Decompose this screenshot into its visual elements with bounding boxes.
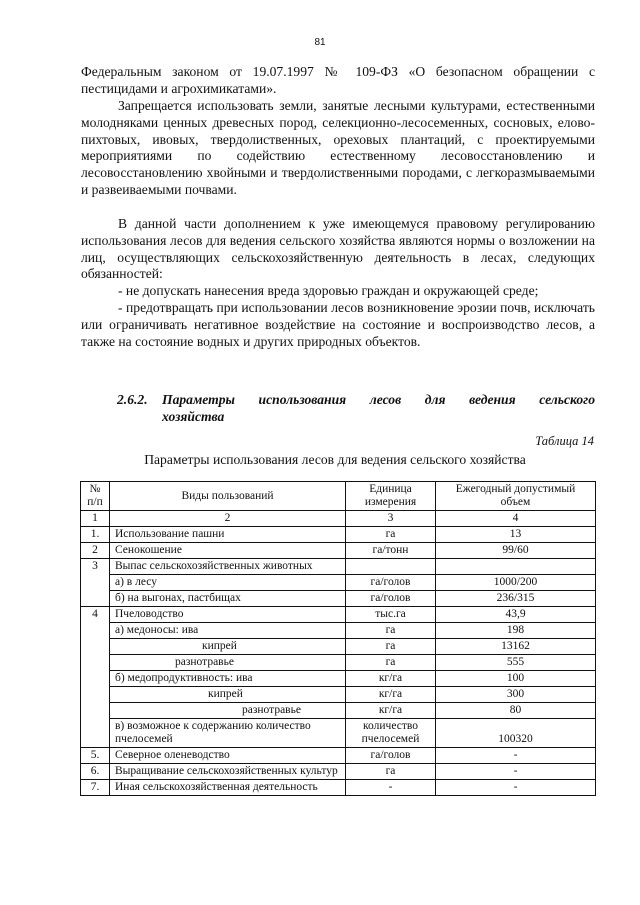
paragraph-obligations-intro: В данной части дополнением к уже имеющемуся правовому регулированию использования лесов для ведения сельского хозяйства являются нормы о возложении на лиц, осуществляющих сельскохозяйственную деятельность в лесах, следующих обязанностей: [81,216,595,282]
unit: кг/га [346,687,436,703]
row-number: 2 [81,543,110,559]
row-number [81,591,110,607]
unit [346,559,436,575]
paragraph-law-reference: Федеральным законом от 19.07.1997 № 109-ФЗ «О безопасном обращении с пестицидами и агрохимикатами». [81,64,595,96]
usage-type: б) на выгонах, пастбищах [110,591,346,607]
column-number: 4 [436,511,596,527]
header-annual-volume: Ежегодный допустимый объем [436,482,596,511]
usage-type: Иная сельскохозяйственная деятельность [110,780,346,796]
annual-volume: - [436,764,596,780]
annual-volume: 1000/200 [436,575,596,591]
usage-type: Пчеловодство [110,607,346,623]
unit: га [346,527,436,543]
table-row [81,780,596,796]
row-number [81,623,110,639]
unit: тыс.га [346,607,436,623]
table-caption: Таблица 14 [535,434,594,448]
row-number [81,687,110,703]
usage-type: кипрей [110,687,346,703]
row-number [81,671,110,687]
annual-volume: 555 [436,655,596,671]
table-row [81,527,596,543]
header-number: № п/п [81,482,110,511]
list-item-obligation-2: - предотвращать при использовании лесов возникновение эрозии почв, исключать или ограничивать негативное воздействие на состояние и воспроизводство лесов, а также на состояние водных и других природных объектов. [81,300,595,349]
row-number [81,703,110,719]
annual-volume: 198 [436,623,596,639]
usage-type: в) возможное к содержанию количество пчелосемей [110,719,346,748]
annual-volume: 80 [436,703,596,719]
annual-volume: 43,9 [436,607,596,623]
usage-type: Сенокошение [110,543,346,559]
table-row [81,559,596,575]
forest-use-parameters-table [80,481,596,796]
unit: га [346,764,436,780]
unit: количество пчелосемей [346,719,436,748]
annual-volume: 300 [436,687,596,703]
paragraph-prohibition: Запрещается использовать земли, занятые лесными культурами, естественными молодняками ценных древесных пород, селекционно-лесосеменных, сосновых, елово-пихтовых, ивовых, твердолиственных, ореховых плантаций, с проектируемыми мероприятиями по содействию естественному лесовосстановлению и лесовосстановлению хвойными и твердолиственными породами, с легкоразмываемыми и развеиваемыми почвами. [81,98,595,197]
table-row [81,575,596,591]
table-row [81,687,596,703]
usage-type: б) медопродуктивность: ива [110,671,346,687]
annual-volume: 99/60 [436,543,596,559]
row-number [81,719,110,748]
unit: га/голов [346,591,436,607]
unit: га/голов [346,748,436,764]
row-number [81,639,110,655]
section-title-line-2: хозяйства [162,408,225,424]
table-column-number-row [81,511,596,527]
table-row [81,623,596,639]
usage-type: Северное оленеводство [110,748,346,764]
annual-volume: 100 [436,671,596,687]
table-row [81,607,596,623]
usage-type: разнотравье [110,703,346,719]
unit: га/тонн [346,543,436,559]
usage-type: а) медоносы: ива [110,623,346,639]
table-row [81,639,596,655]
table-row [81,543,596,559]
unit: га [346,655,436,671]
unit: - [346,780,436,796]
table-row [81,655,596,671]
row-number [81,655,110,671]
annual-volume: 236/315 [436,591,596,607]
column-number: 1 [81,511,110,527]
column-number: 2 [110,511,346,527]
page-number: 81 [314,37,326,48]
table-row [81,671,596,687]
unit: кг/га [346,703,436,719]
table-row [81,591,596,607]
annual-volume [436,559,596,575]
row-number: 7. [81,780,110,796]
unit: га/голов [346,575,436,591]
usage-type: а) в лесу [110,575,346,591]
section-title-line-1: Параметры использования лесов для ведения сельского [162,392,595,407]
row-number: 3 [81,559,110,575]
annual-volume: 13162 [436,639,596,655]
table-title: Параметры использования лесов для ведения сельского хозяйства [144,452,526,467]
unit: га [346,639,436,655]
header-unit: Единица измерения [346,482,436,511]
annual-volume: - [436,780,596,796]
annual-volume: - [436,748,596,764]
table-row [81,764,596,780]
header-usage-type: Виды пользований [110,482,346,511]
annual-volume: 100320 [436,719,596,748]
table-row [81,719,596,748]
usage-type: Выпас сельскохозяйственных животных [110,559,346,575]
usage-type: Использование пашни [110,527,346,543]
section-number: 2.6.2. [117,392,148,407]
row-number: 5. [81,748,110,764]
list-item-obligation-1: - не допускать нанесения вреда здоровью граждан и окружающей среде; [118,283,539,298]
usage-type: разнотравье [110,655,346,671]
section-title [162,392,595,426]
row-number: 1. [81,527,110,543]
row-number: 6. [81,764,110,780]
unit: га [346,623,436,639]
row-number: 4 [81,607,110,623]
row-number [81,575,110,591]
table-header-row [81,482,596,511]
table-row [81,703,596,719]
table-row [81,748,596,764]
usage-type: кипрей [110,639,346,655]
usage-type: Выращивание сельскохозяйственных культур [110,764,346,780]
unit: кг/га [346,671,436,687]
column-number: 3 [346,511,436,527]
annual-volume: 13 [436,527,596,543]
